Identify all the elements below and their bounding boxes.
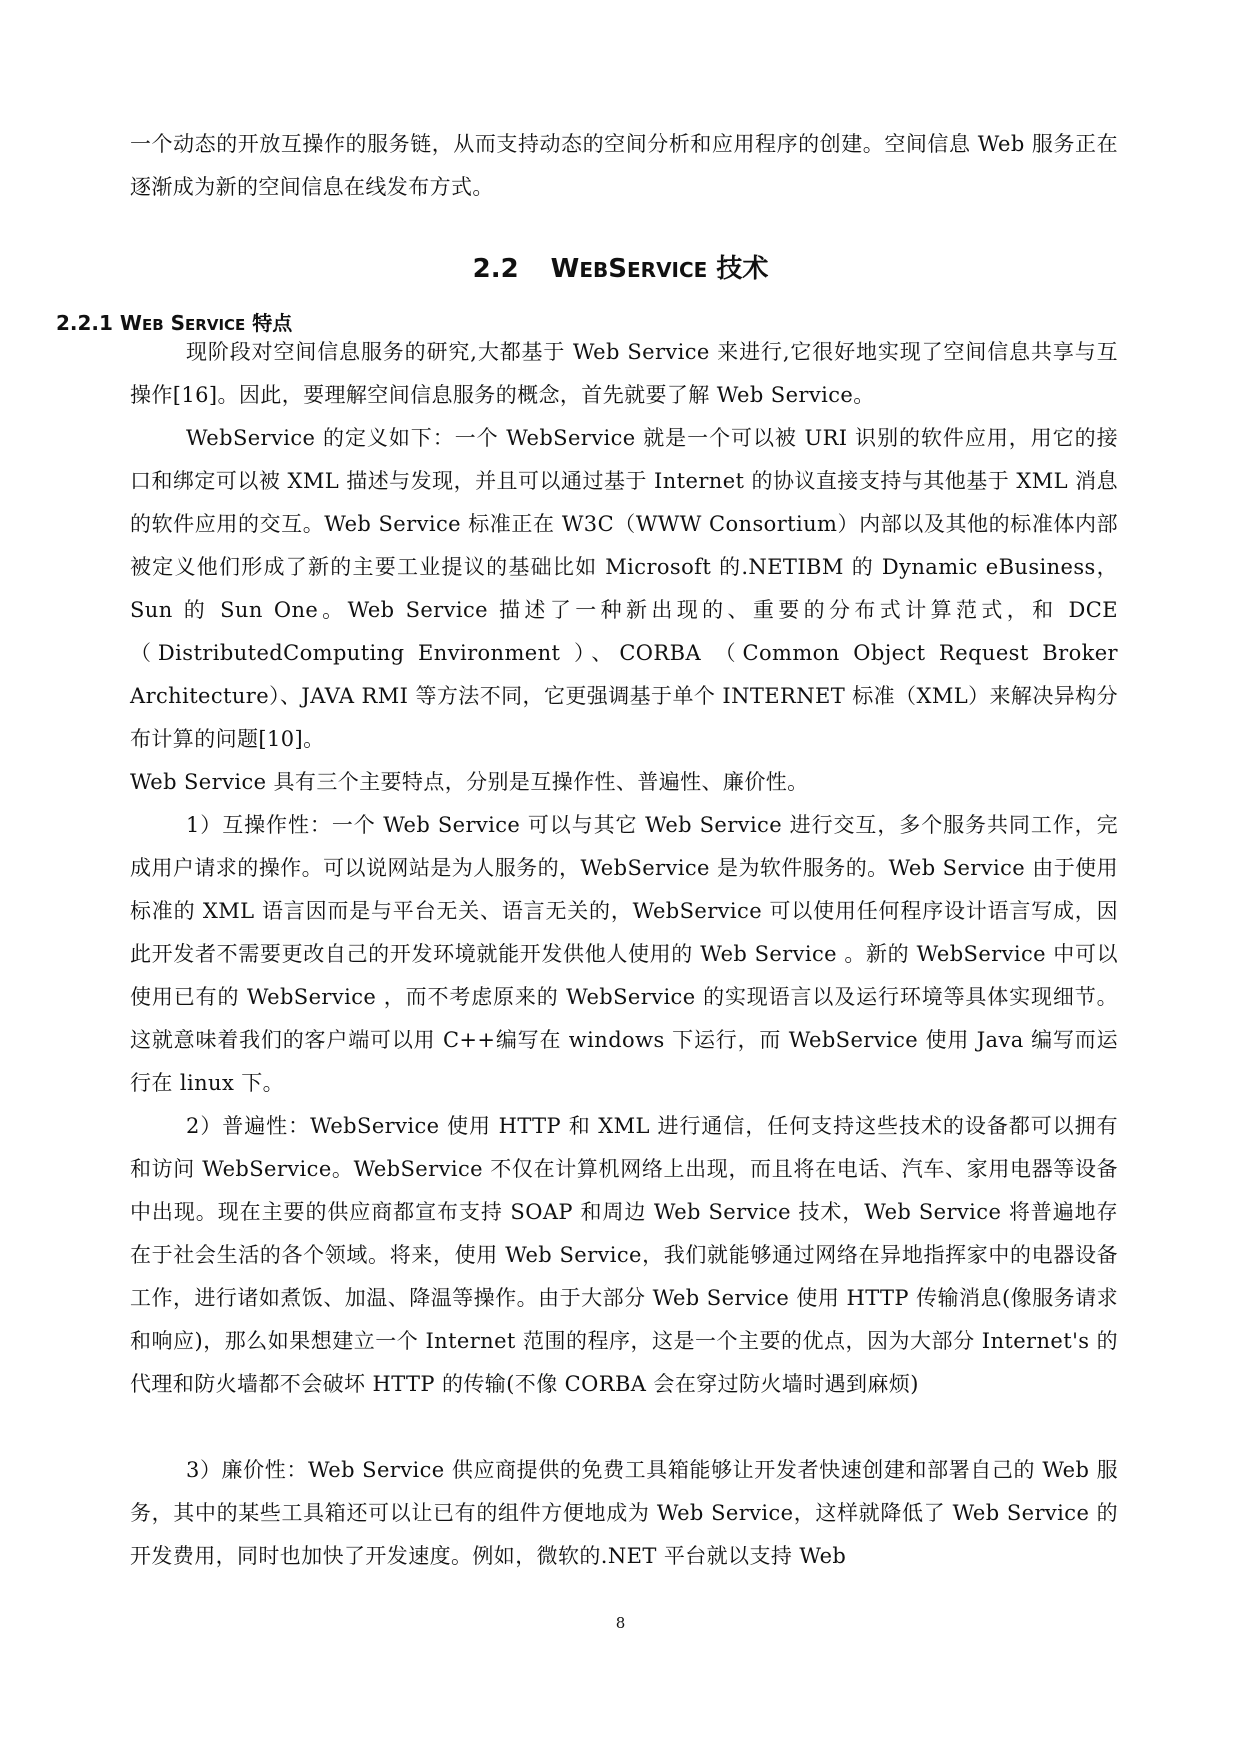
paragraph-definition: WebService 的定义如下：一个 WebService 就是一个可以被 URI 识别的软件应用，用它的接口和绑定可以被 XML 描述与发现，并且可以通过基于 Internet 的协议直接支持与其他基于 XML 消息的软件应用的交互。Web Service 标准正在 W3C（WWW Consortium）内部以及其他的标准体内部被定义他们形成了新的主要工业提议的基础比如 Microsoft 的.NETIBM 的 Dynamic eBusiness，Sun 的 Sun One。Web Service 描述了一种新出现的、重要的分布式计算范式，和 DCE （DistributedComputing Environment ）、CORBA （Common Object Request Broker Architecture）、JAVA RMI 等方法不同，它更强调基于单个 INTERNET 标准（XML）来解决异构分布计算的问题[10]。 (130, 426, 1118, 751)
paragraph-low-cost: 3）廉价性：Web Service 供应商提供的免费工具箱能够让开发者快速创建和部署自己的 Web 服务，其中的某些工具箱还可以让已有的组件方便地成为 Web Service，这样就降低了 Web Service 的开发费用，同时也加快了开发速度。例如，微软的.NET 平台就以支持 Web (130, 1458, 1118, 1568)
paragraph-ubiquity: 2）普遍性：WebService 使用 HTTP 和 XML 进行通信，任何支持这些技术的设备都可以拥有和访问 WebService。WebService 不仅在计算机网络上出现，而且将在电话、汽车、家用电器等设备中出现。现在主要的供应商都宣布支持 SOAP 和周边 Web Service 技术，Web Service 将普遍地存在于社会生活的各个领域。将来，使用 Web Service，我们就能够通过网络在异地指挥家中的电器设备工作，进行诸如煮饭、加温、降温等操作。由于大部分 Web Service 使用 HTTP 传输消息(像服务请求和响应)，那么如果想建立一个 Internet 范围的程序，这是一个主要的优点，因为大部分 Internet's 的代理和防火墙都不会破坏 HTTP 的传输(不像 CORBA 会在穿过防火墙时遇到麻烦) (130, 1114, 1118, 1396)
page-number: 8 (615, 1614, 626, 1632)
subsection-number: 2.2.1 (56, 311, 113, 335)
section-heading (0, 248, 1241, 285)
paragraph-continuation: 一个动态的开放互操作的服务链，从而支持动态的空间分析和应用程序的创建。空间信息 Web 服务正在逐渐成为新的空间信息在线发布方式。 (130, 132, 1118, 199)
subsection-title-s: S (170, 311, 186, 335)
paragraph-interoperability: 1）互操作性：一个 Web Service 可以与其它 Web Service 进行交互，多个服务共同工作，完成用户请求的操作。可以说网站是为人服务的，WebService 是为软件服务的。Web Service 由于使用标准的 XML 语言因而是与平台无关、语言无关的，WebService 可以使用任何程序设计语言写成，因此开发者不需要更改自己的开发环境就能开发供他人使用的 Web Service 。新的 WebService 中可以使用已有的 WebService ，而不考虑原来的 WebService 的实现语言以及运行环境等具体实现细节。这就意味着我们的客户端可以用 C++编写在 windows 下运行，而 WebService 使用 Java 编写而运行在 linux 下。 (130, 813, 1118, 1095)
section-title-eb: EB (579, 258, 609, 282)
section-title-cn: 技术 (707, 254, 769, 284)
section-number: 2.2 (472, 254, 519, 284)
section-title-w: W (550, 254, 580, 284)
paragraph-research: 现阶段对空间信息服务的研究,大都基于 Web Service 来进行,它很好地实现了空间信息共享与互操作[16]。因此，要理解空间信息服务的概念，首先就要了解 Web Service。 (130, 340, 1118, 407)
subsection-title-eb: EB (141, 316, 164, 334)
subsection-title-ervice: ERVICE (185, 316, 246, 334)
section-title-s: S (608, 254, 627, 284)
subsection-title-cn: 特点 (245, 311, 293, 335)
paragraph-features-intro: Web Service 具有三个主要特点，分别是互操作性、普遍性、廉价性。 (130, 770, 809, 794)
subsection-title-w: W (119, 311, 142, 335)
section-title-ervice: ERVICE (627, 258, 708, 282)
